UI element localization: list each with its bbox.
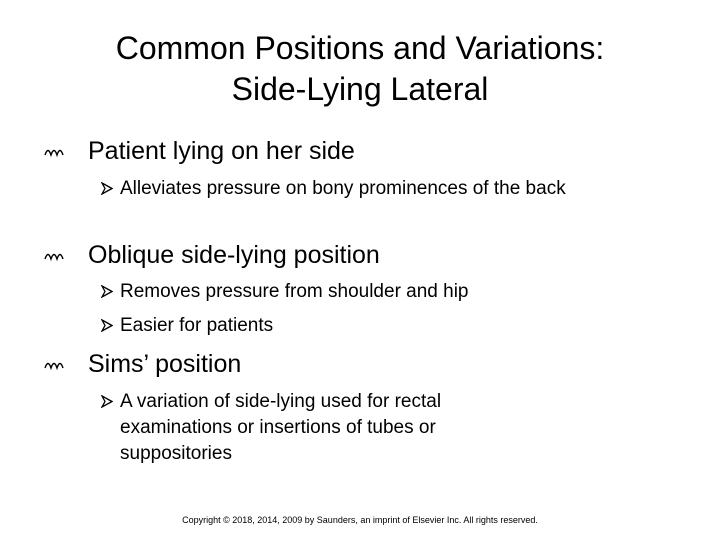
title-line-1: Common Positions and Variations:	[115, 30, 605, 66]
title-line-2: Side-Lying Lateral	[231, 71, 489, 107]
slide-title	[0, 28, 720, 110]
wavy-bullet-icon	[44, 361, 64, 371]
sub-bullet-text: Alleviates pressure on bony prominences of the back	[120, 178, 566, 199]
arrowhead-bullet-icon	[101, 319, 113, 332]
sub-bullet-text: Removes pressure from shoulder and hip	[120, 281, 469, 302]
bullet-text: Oblique side-lying position	[88, 241, 380, 269]
arrowhead-bullet-icon	[101, 395, 113, 408]
wavy-bullet-icon	[44, 148, 64, 158]
sub-bullet-text: Easier for patients	[120, 315, 274, 336]
arrowhead-bullet-icon	[101, 182, 113, 195]
copyright-footer: Copyright © 2018, 2014, 2009 by Saunders, an imprint of Elsevier Inc. All rights reserved.	[182, 515, 538, 525]
arrowhead-bullet-icon	[101, 285, 113, 298]
wavy-bullet-icon	[44, 252, 64, 262]
bullet-text: Sims’ position	[88, 350, 242, 378]
bullet-text: Patient lying on her side	[88, 137, 355, 165]
sub-bullet-text: A variation of side-lying used for rectal examinations or insertions of tubes or suppositories	[120, 391, 442, 464]
